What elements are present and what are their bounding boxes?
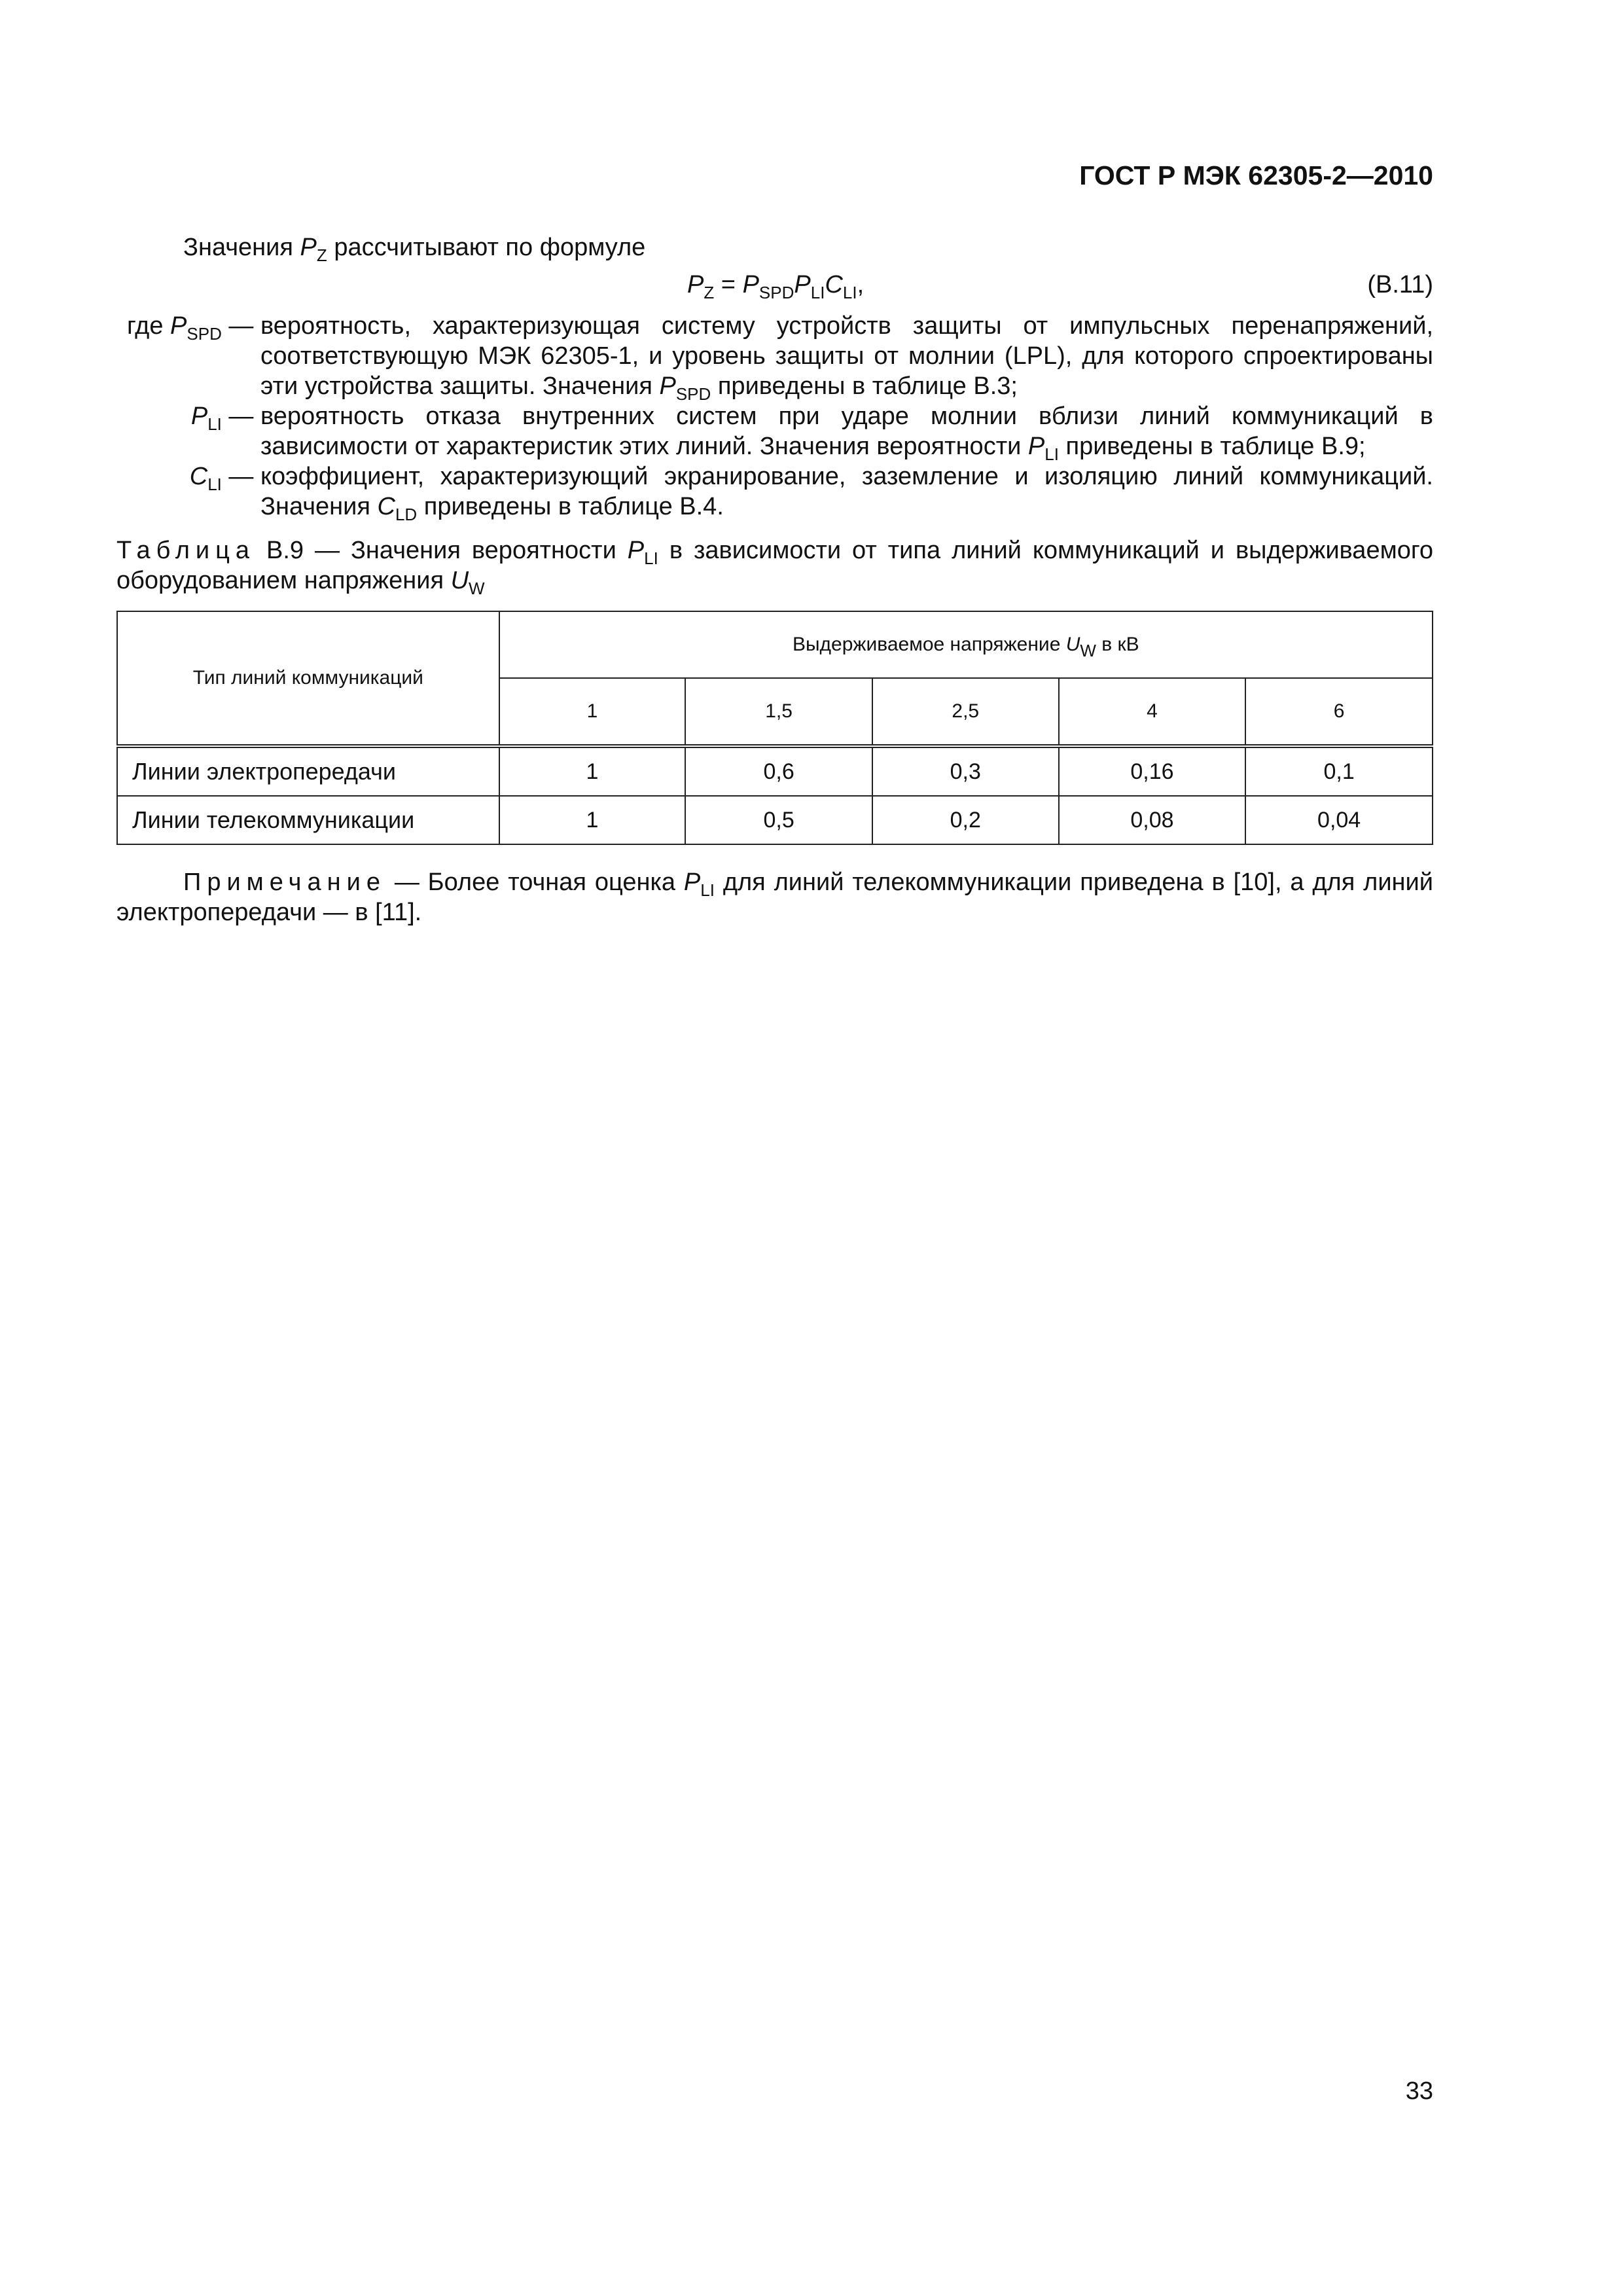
definition-text-b: приведены в таблице В.9; (1058, 433, 1366, 460)
intro-text-after: рассчитывают по формуле (327, 234, 646, 261)
formula-lhs-var: P (687, 271, 704, 298)
caption-text-b: в зависимости от типа линий коммуникаций и выдерживаемого оборудованием напряжения (116, 537, 1433, 594)
formula-number: (В.11) (1367, 271, 1433, 298)
formula-term3-var: C (825, 271, 843, 298)
table-cell: 0,04 (1245, 796, 1433, 844)
table-cell: 0,6 (685, 746, 872, 796)
intro-line (183, 232, 646, 265)
definition-inline-var: P (659, 372, 676, 400)
table-caption (116, 535, 1433, 596)
definition-item (116, 461, 1433, 522)
definition-dash: — (221, 463, 260, 490)
definition-term (116, 401, 260, 434)
formula (687, 270, 864, 300)
intro-subscript: Z (316, 245, 327, 265)
table-cell: 0,1 (1245, 746, 1433, 796)
note-text-a: — Более точная оценка (385, 869, 684, 896)
group-header-text-b: в кВ (1096, 634, 1139, 655)
formula-term1-var: P (742, 271, 759, 298)
column-header: 2,5 (872, 678, 1059, 746)
definition-inline-var: C (377, 493, 395, 520)
caption-text-a: В.9 — Значения вероятности (255, 537, 628, 564)
definition-dash: — (221, 312, 260, 340)
definition-term (116, 461, 260, 492)
formula-term1-sub: SPD (758, 283, 794, 302)
column-header: 1,5 (685, 678, 872, 746)
note-sub: LI (700, 880, 715, 900)
definition-sub: SPD (187, 324, 222, 344)
definition-text-b: приведены в таблице В.4. (417, 493, 724, 520)
definition-text-a: коэффициент, характеризующий экранирование, заземление и изоляцию линий коммуникаций. Значения (260, 463, 1433, 520)
row-label: Линии электропередачи (117, 746, 499, 796)
formula-term2-var: P (794, 271, 811, 298)
caption-var1: P (627, 537, 645, 564)
table-cell: 1 (499, 796, 686, 844)
table-cell: 1 (499, 746, 686, 796)
definitions-list (116, 311, 1433, 522)
definition-text-a: вероятность отказа внутренних систем при ударе молнии вблизи линий коммуникаций в зависимости от характеристик этих линий. Значения вероятности (260, 403, 1433, 460)
note-var: P (683, 869, 701, 896)
formula-equals: = (714, 271, 743, 298)
row-header-cell: Тип линий коммуникаций (117, 611, 499, 746)
intro-variable: P (300, 234, 317, 261)
definition-item (116, 311, 1433, 404)
definition-var: C (189, 463, 208, 490)
column-header: 6 (1245, 678, 1433, 746)
table-cell: 0,08 (1059, 796, 1246, 844)
definition-term (116, 311, 260, 344)
definition-var: P (170, 312, 187, 340)
table-cell: 0,16 (1059, 746, 1246, 796)
definition-dash: — (221, 403, 260, 430)
definition-sub: LI (207, 475, 222, 494)
group-header-cell (499, 611, 1433, 678)
definition-inline-sub: LI (1044, 444, 1059, 464)
column-header: 4 (1059, 678, 1246, 746)
definition-item (116, 401, 1433, 464)
caption-var2: U (450, 567, 469, 594)
table-cell: 0,3 (872, 746, 1059, 796)
group-header-sub: W (1080, 641, 1096, 660)
formula-term2-sub: LI (810, 283, 825, 302)
definition-inline-sub: LD (395, 505, 418, 524)
definition-inline-sub: SPD (675, 384, 711, 404)
table-row (117, 796, 1433, 844)
group-header-var: U (1065, 634, 1080, 655)
table-note (116, 867, 1433, 927)
caption-sub1: LI (644, 548, 658, 568)
formula-end: , (857, 271, 865, 298)
group-header-text-a: Выдерживаемое напряжение (792, 634, 1066, 655)
caption-label: Таблица (116, 537, 255, 564)
definition-prefix: где (127, 312, 171, 340)
page-number: 33 (1405, 2077, 1433, 2105)
table-cell: 0,5 (685, 796, 872, 844)
definition-inline-var: P (1027, 433, 1045, 460)
definition-var: P (190, 403, 208, 430)
definition-text (260, 311, 1433, 404)
definition-text (260, 461, 1433, 522)
row-label: Линии телекоммуникации (117, 796, 499, 844)
document-header: ГОСТ Р МЭК 62305-2—2010 (1079, 160, 1433, 190)
definition-text-a: вероятность, характеризующая систему устройств защиты от импульсных перенапряжений, соответствующую МЭК 62305-1, и уровень защиты от молнии (LPL), для которого спроектированы эти устройства защиты. Значения (260, 312, 1433, 400)
formula-term3-sub: LI (842, 283, 857, 302)
definition-text (260, 401, 1433, 464)
intro-text-before: Значения (183, 234, 300, 261)
table-cell: 0,2 (872, 796, 1059, 844)
column-header: 1 (499, 678, 686, 746)
note-text-b: для линий телекоммуникации приведена в [10], а для линий электропередачи — в [11]. (116, 869, 1433, 926)
caption-sub2: W (469, 579, 485, 598)
table-row (117, 746, 1433, 796)
formula-lhs-sub: Z (704, 283, 715, 302)
table-header-row (117, 611, 1433, 678)
note-label: Примечание (183, 869, 386, 896)
probability-table (116, 611, 1433, 845)
definition-text-b: приведены в таблице В.3; (711, 372, 1018, 400)
definition-sub: LI (207, 414, 222, 434)
